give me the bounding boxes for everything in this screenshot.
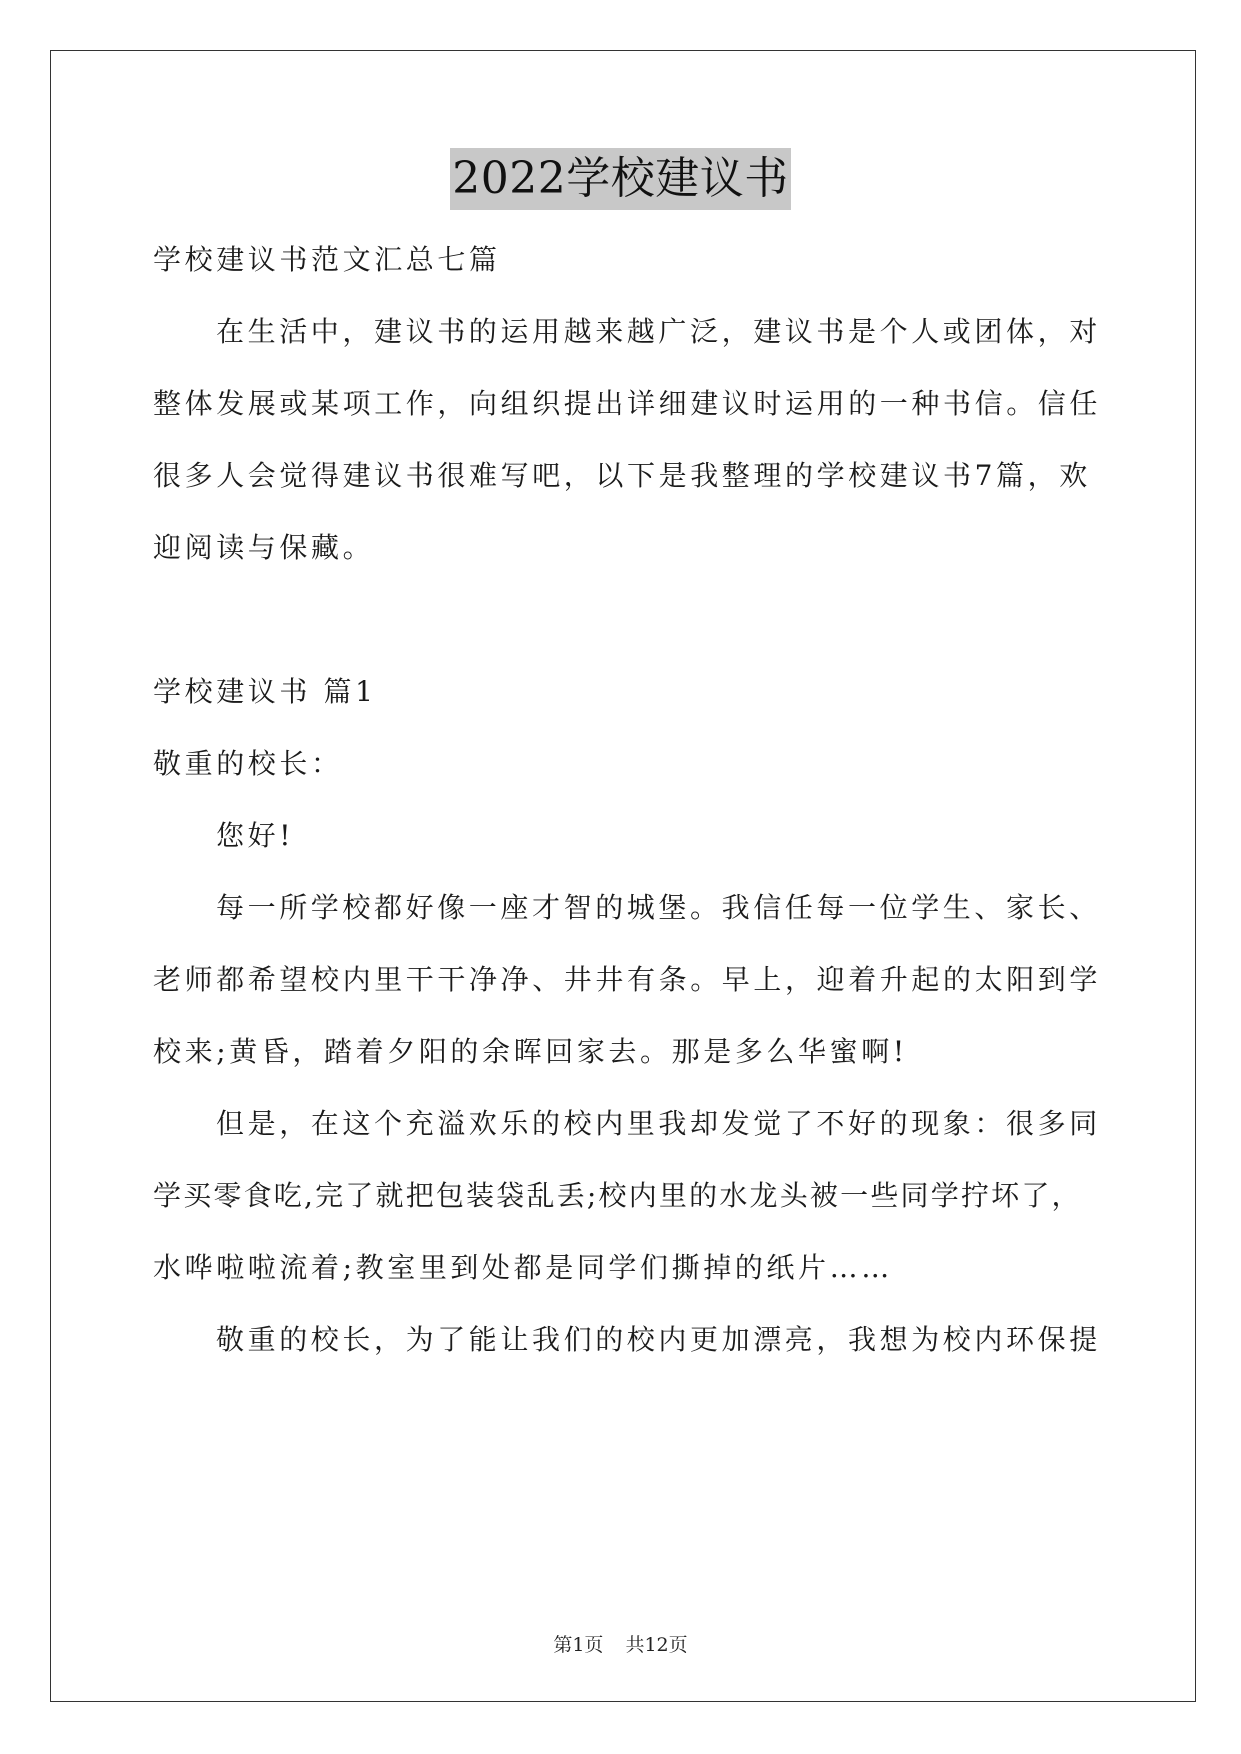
- body-line: 很多人会觉得建议书很难写吧，以下是我整理的学校建议书7篇，欢: [153, 459, 1091, 492]
- body-line: 整体发展或某项工作，向组织提出详细建议时运用的一种书信。信任: [153, 387, 1102, 420]
- document-title: 2022学校建议书: [450, 148, 790, 210]
- body-line: 水哗啦啦流着;教室里到处都是同学们撕掉的纸片……: [153, 1251, 893, 1284]
- title-container: [0, 148, 1241, 210]
- section-heading: 学校建议书 篇1: [153, 675, 377, 708]
- body-line: 校来;黄昏，踏着夕阳的余晖回家去。那是多么华蜜啊!: [153, 1035, 908, 1068]
- salutation: 敬重的校长：: [153, 747, 343, 780]
- subtitle-line: 学校建议书范文汇总七篇: [153, 243, 501, 276]
- page-border: [50, 50, 1196, 1702]
- page-number: 第1页: [553, 1634, 604, 1656]
- greeting: 您好!: [216, 819, 295, 852]
- body-line: 学买零食吃,完了就把包装袋乱丢;校内里的水龙头被一些同学拧坏了，: [153, 1179, 1082, 1212]
- body-line: 每一所学校都好像一座才智的城堡。我信任每一位学生、家长、: [216, 891, 1101, 924]
- body-line: 迎阅读与保藏。: [153, 531, 375, 564]
- body-line: 但是，在这个充溢欢乐的校内里我却发觉了不好的现象：很多同: [216, 1107, 1101, 1140]
- page-total: 共12页: [625, 1634, 688, 1656]
- body-line: 敬重的校长，为了能让我们的校内更加漂亮，我想为校内环保提: [216, 1323, 1101, 1356]
- body-line: 老师都希望校内里干干净净、井井有条。早上，迎着升起的太阳到学: [153, 963, 1102, 996]
- page-footer: [0, 1632, 1241, 1658]
- body-line: 在生活中，建议书的运用越来越广泛，建议书是个人或团体，对: [216, 315, 1101, 348]
